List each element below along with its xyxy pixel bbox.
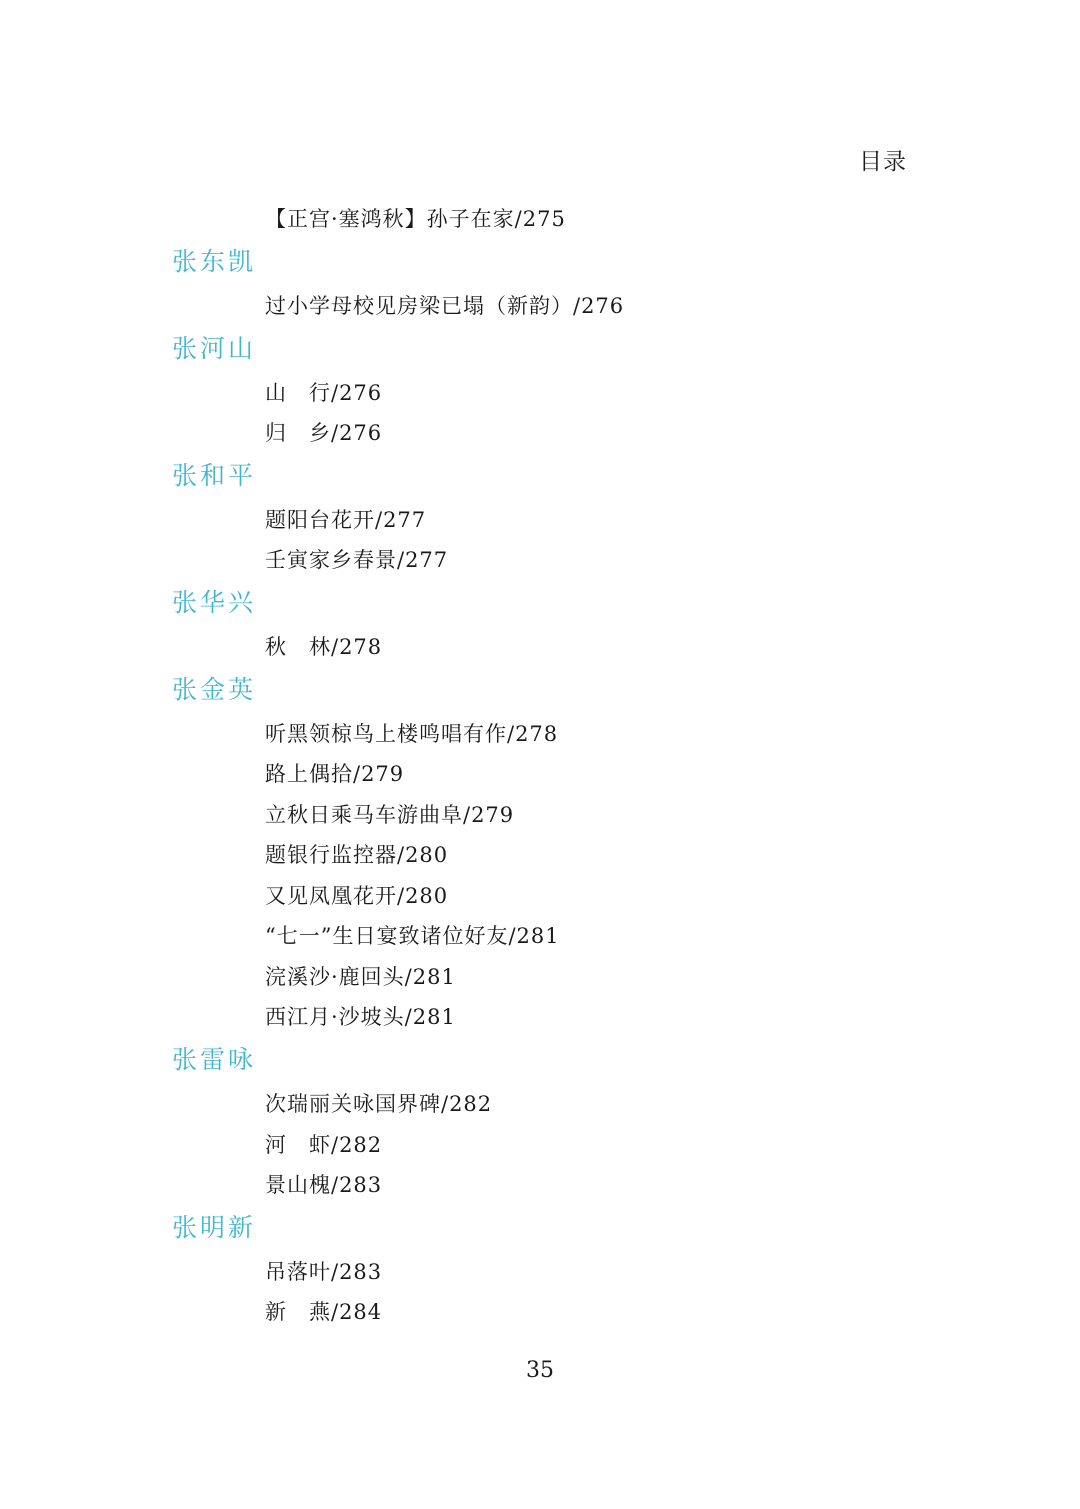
toc-entry: 又见凤凰花开/280	[265, 884, 449, 908]
author-heading: 张和平	[172, 461, 257, 490]
toc-entry: 景山槐/283	[265, 1173, 383, 1197]
toc-entry: 河 虾/282	[265, 1133, 383, 1157]
toc-entry: 山 行/276	[265, 381, 383, 405]
author-heading: 张东凯	[172, 247, 257, 276]
toc-entry: 路上偶拾/279	[265, 762, 405, 786]
author-heading: 张明新	[172, 1213, 257, 1242]
toc-entry: 听黑领椋鸟上楼鸣唱有作/278	[265, 722, 559, 746]
toc-entry: “七一”生日宴致诸位好友/281	[265, 924, 560, 948]
toc-entry: 新 燕/284	[265, 1300, 383, 1324]
toc-entry: 次瑞丽关咏国界碑/282	[265, 1092, 493, 1116]
author-heading: 张金英	[172, 675, 257, 704]
author-heading: 张华兴	[172, 588, 257, 617]
toc-entry: 吊落叶/283	[265, 1260, 383, 1284]
toc-entry: 浣溪沙·鹿回头/281	[265, 965, 456, 989]
toc-entry: 题阳台花开/277	[265, 508, 427, 532]
toc-entry: 壬寅家乡春景/277	[265, 548, 449, 572]
toc-entry: 秋 林/278	[265, 635, 383, 659]
author-heading: 张雷咏	[172, 1045, 257, 1074]
toc-entry: 题银行监控器/280	[265, 843, 449, 867]
running-head: 目录	[859, 149, 907, 175]
author-heading: 张河山	[172, 334, 257, 363]
toc-entry: 归 乡/276	[265, 421, 383, 445]
page-number: 35	[526, 1358, 554, 1383]
toc-entry: 过小学母校见房梁已塌（新韵）/276	[265, 294, 625, 318]
toc-entry: 【正宫·塞鸿秋】孙子在家/275	[265, 207, 566, 231]
toc-entry: 西江月·沙坡头/281	[265, 1005, 456, 1029]
toc-entry: 立秋日乘马车游曲阜/279	[265, 803, 515, 827]
